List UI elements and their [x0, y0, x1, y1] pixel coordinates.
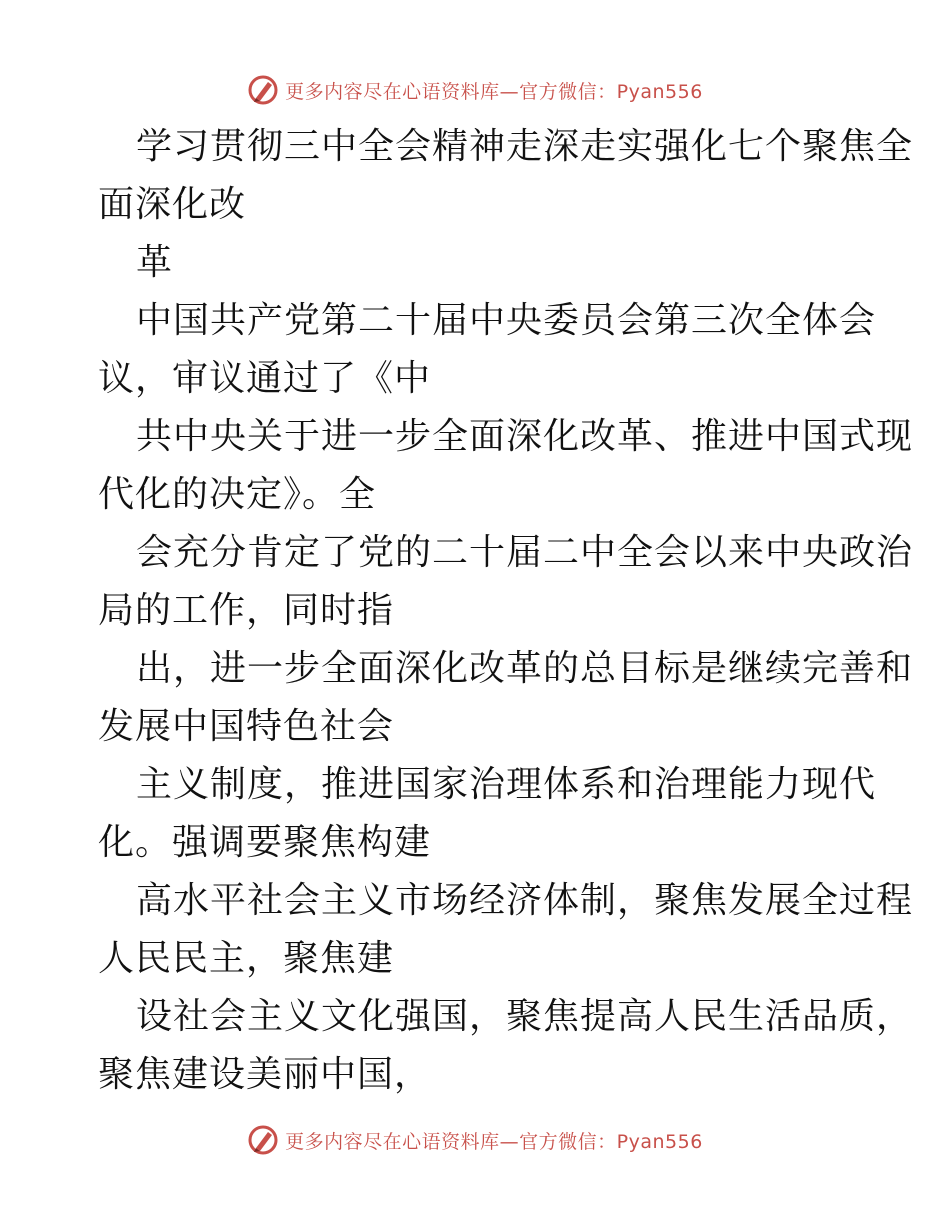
doc-line: 会充分肯定了党的二十届二中全会以来中央政治 [136, 532, 914, 573]
header-watermark-text: 更多内容尽在心语资料库—官方微信：Pyan556 [285, 80, 703, 103]
doc-line: 中国共产党第二十届中央委员会第三次全体会 [136, 300, 877, 341]
doc-line: 人民民主，聚焦建 [98, 938, 395, 979]
doc-line: 发展中国特色社会 [98, 706, 395, 747]
doc-line: 设社会主义文化强国，聚焦提高人民生活品质， [136, 996, 914, 1037]
doc-line: 革 [136, 242, 174, 283]
header-watermark [0, 70, 950, 110]
pen-logo-icon [247, 1124, 279, 1156]
doc-line: 化。强调要聚焦构建 [98, 822, 432, 863]
doc-line: 出，进一步全面深化改革的总目标是继续完善和 [136, 648, 914, 689]
doc-line: 主义制度，推进国家治理体系和治理能力现代 [136, 764, 877, 805]
doc-line: 议，审议通过了《中 [98, 358, 432, 399]
doc-line: 学习贯彻三中全会精神走深走实强化七个聚焦全 [136, 126, 914, 167]
doc-line: 代化的决定》。全 [98, 474, 377, 515]
doc-line: 面深化改 [98, 184, 247, 225]
pen-logo-icon [247, 74, 279, 106]
doc-line: 聚焦建设美丽中国， [98, 1054, 432, 1095]
doc-line: 共中央关于进一步全面深化改革、推进中国式现 [136, 416, 914, 457]
footer-watermark-text: 更多内容尽在心语资料库—官方微信：Pyan556 [285, 1130, 703, 1153]
doc-line: 高水平社会主义市场经济体制，聚焦发展全过程 [136, 880, 914, 921]
document-body [98, 118, 914, 1104]
doc-line: 局的工作，同时指 [98, 590, 395, 631]
footer-watermark [0, 1120, 950, 1160]
